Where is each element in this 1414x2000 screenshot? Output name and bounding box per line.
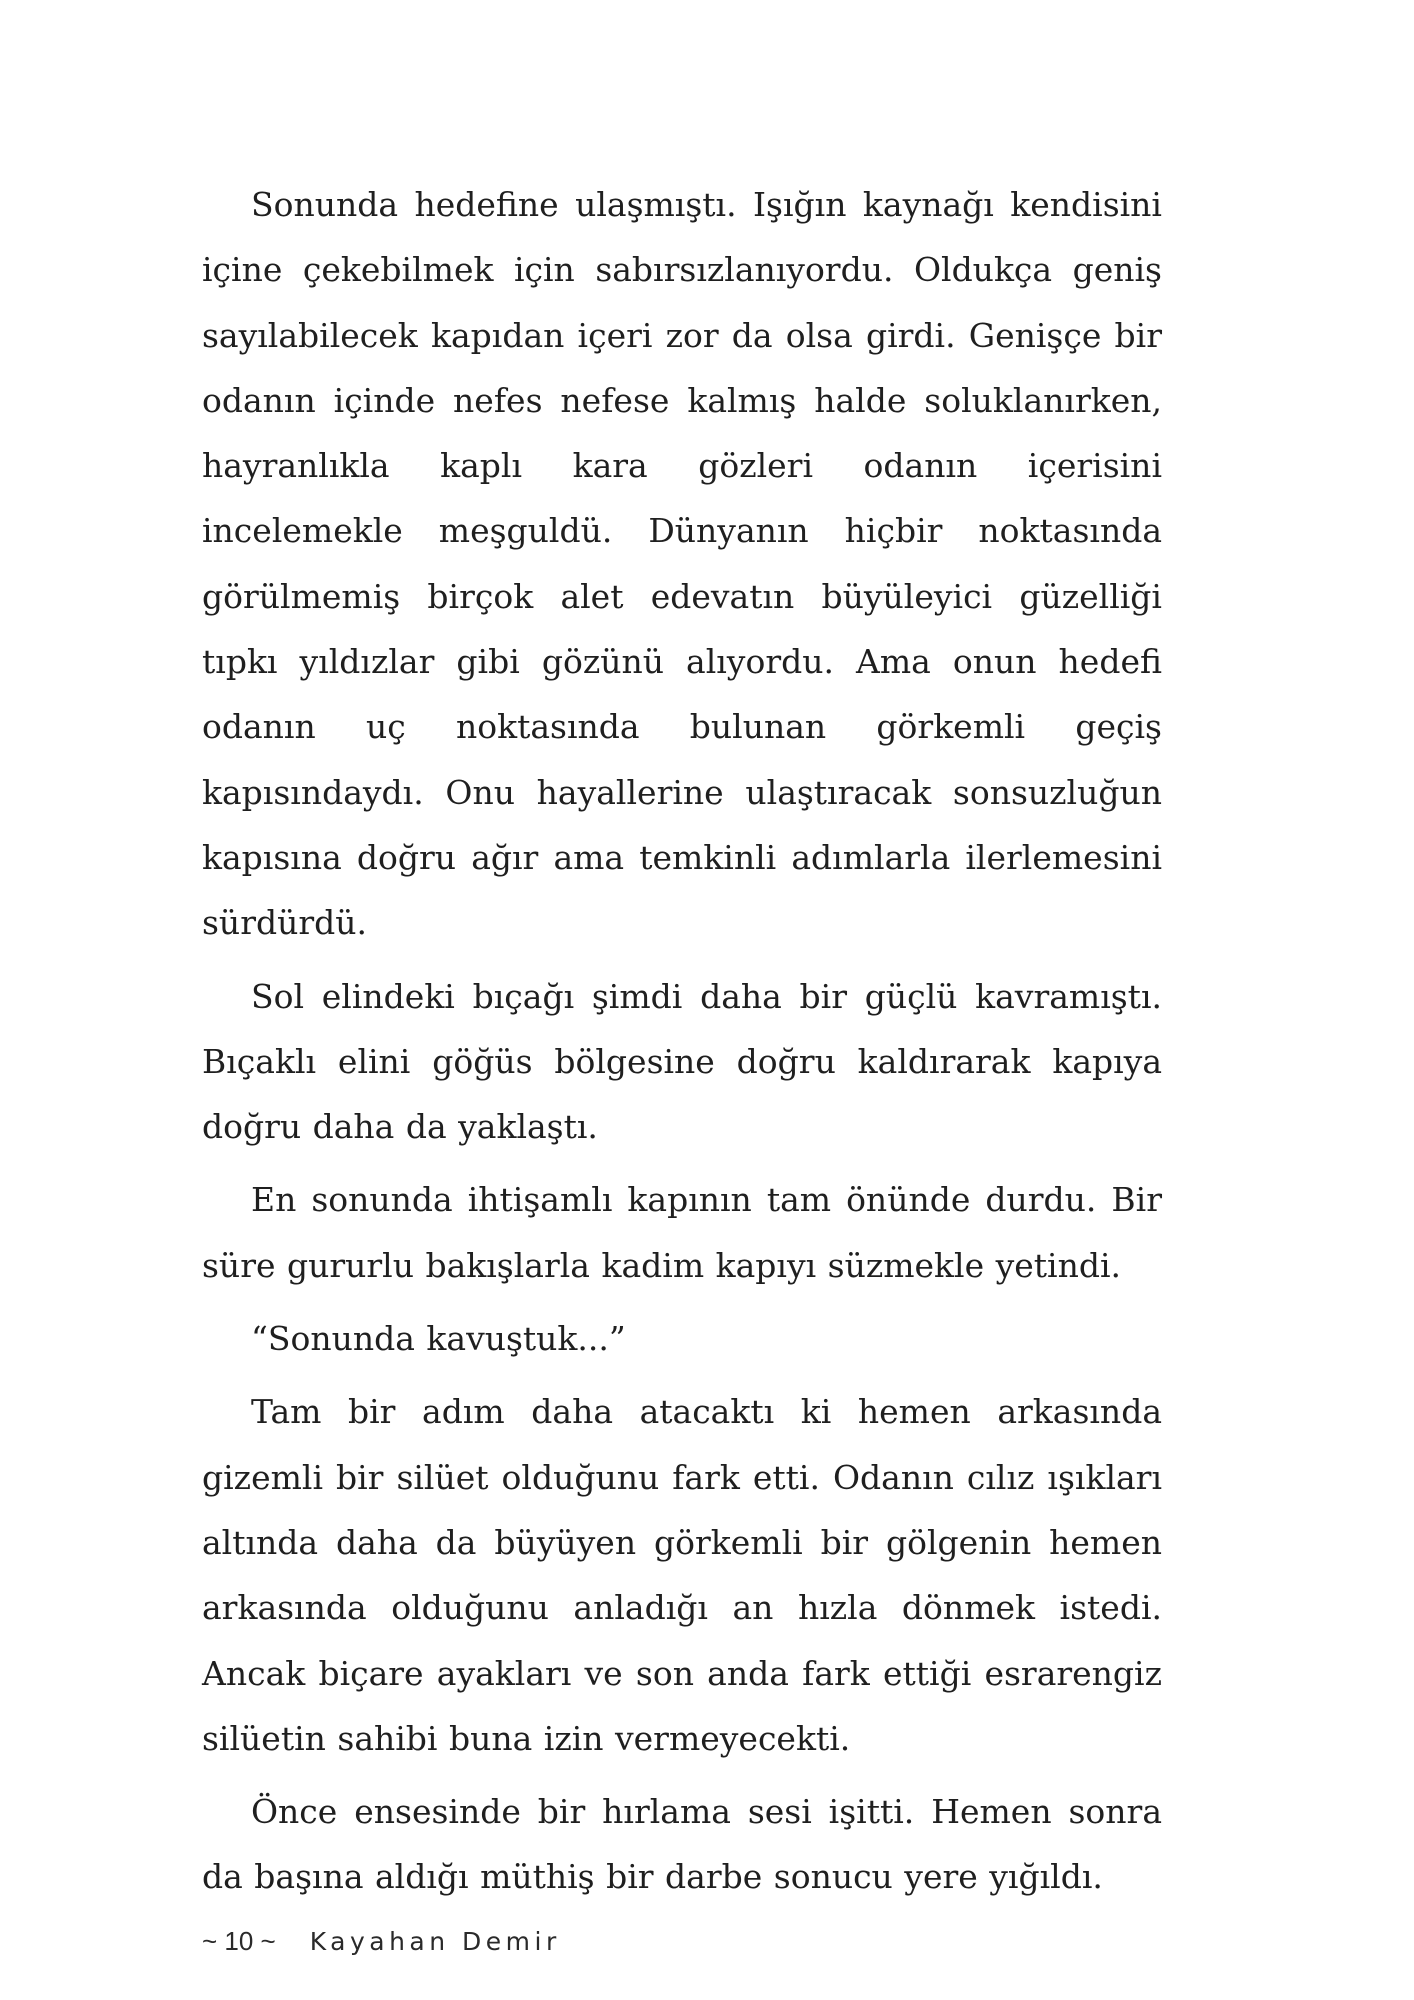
- paragraph-1: Sonunda hedefine ulaşmıştı. Işığın kaynağı kendisini içine çekebilmek için sabırsızlanıyordu. Oldukça geniş sayılabilecek kapıdan içeri zor da olsa girdi. Genişçe bir odanın içinde nefes nefese kalmış halde soluklanırken, hayranlıkla kaplı kara gözleri odanın içerisini incelemekle meşguldü. Dünyanın hiçbir noktasında görülmemiş birçok alet edevatın büyüleyici güzelliği tıpkı yıldızlar gibi gözünü alıyordu. Ama onun hedefi odanın uç noktasında bulunan görkemli geçiş kapısındaydı. Onu hayallerine ulaştıracak sonsuzluğun kapısına doğru ağır ama temkinli adımlarla ilerlemesini sürdürdü.: [202, 185, 1162, 943]
- paragraph-5: Tam bir adım daha atacaktı ki hemen arkasında gizemli bir silüet olduğunu fark etti. Odanın cılız ışıkları altında daha da büyüyen görkemli bir gölgenin hemen arkasında olduğunu anladığı an hızla dönmek istedi. Ancak biçare ayakları ve son anda fark ettiği esrarengiz silüetin sahibi buna izin vermeyecekti.: [202, 1392, 1162, 1758]
- body-text: [202, 172, 1162, 1918]
- paragraph-2: Sol elindeki bıçağı şimdi daha bir güçlü kavramıştı. Bıçaklı elini göğüs bölgesine doğru kaldırarak kapıya doğru daha da yaklaştı.: [202, 976, 1162, 1147]
- paragraph-3: En sonunda ihtişamlı kapının tam önünde durdu. Bir süre gururlu bakışlarla kadim kapıyı süzmekle yetindi.: [202, 1180, 1162, 1285]
- paragraph-6: Önce ensesinde bir hırlama sesi işitti. Hemen sonra da başına aldığı müthiş bir darbe sonucu yere yığıldı.: [202, 1792, 1162, 1897]
- page-footer: [202, 1926, 561, 1957]
- page-number: ~ 10 ~: [202, 1926, 276, 1956]
- paragraph-4-dialogue: “Sonunda kavuştuk...”: [251, 1319, 626, 1359]
- author-name: Kayahan Demir: [309, 1927, 561, 1956]
